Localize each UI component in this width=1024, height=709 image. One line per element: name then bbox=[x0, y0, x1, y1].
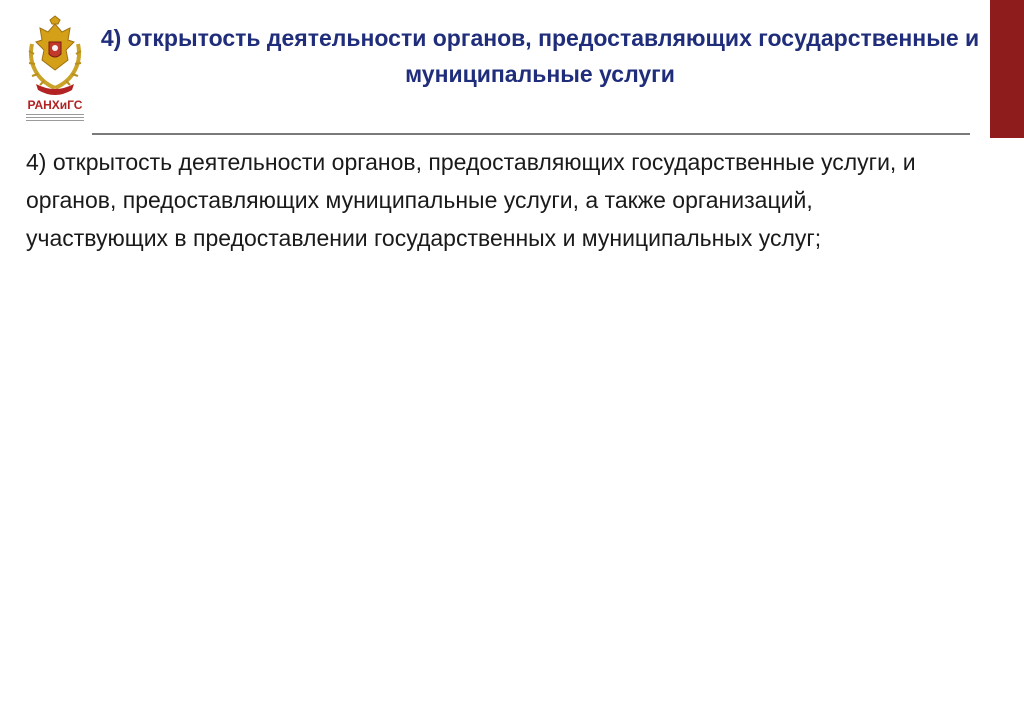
logo-subtitle-line bbox=[26, 120, 84, 121]
logo-subtitle-line bbox=[26, 117, 84, 118]
emblem-icon bbox=[22, 14, 88, 98]
body-paragraph: 4) открытость деятельности органов, предоставляющих государственные услуги, и органов, предоставляющих муниципальные услуги, а также организаций, участвующих в предоставлении государственных и муниципальных услуг; bbox=[26, 149, 916, 251]
ranepa-logo bbox=[22, 14, 88, 122]
logo-text: РАНХиГС bbox=[27, 98, 83, 112]
logo-subtitle-line bbox=[26, 114, 84, 115]
slide-title: 4) открытость деятельности органов, предоставляющих государственные и муниципальные услуги bbox=[100, 25, 980, 87]
accent-bar bbox=[990, 0, 1024, 138]
title-divider bbox=[92, 133, 970, 135]
